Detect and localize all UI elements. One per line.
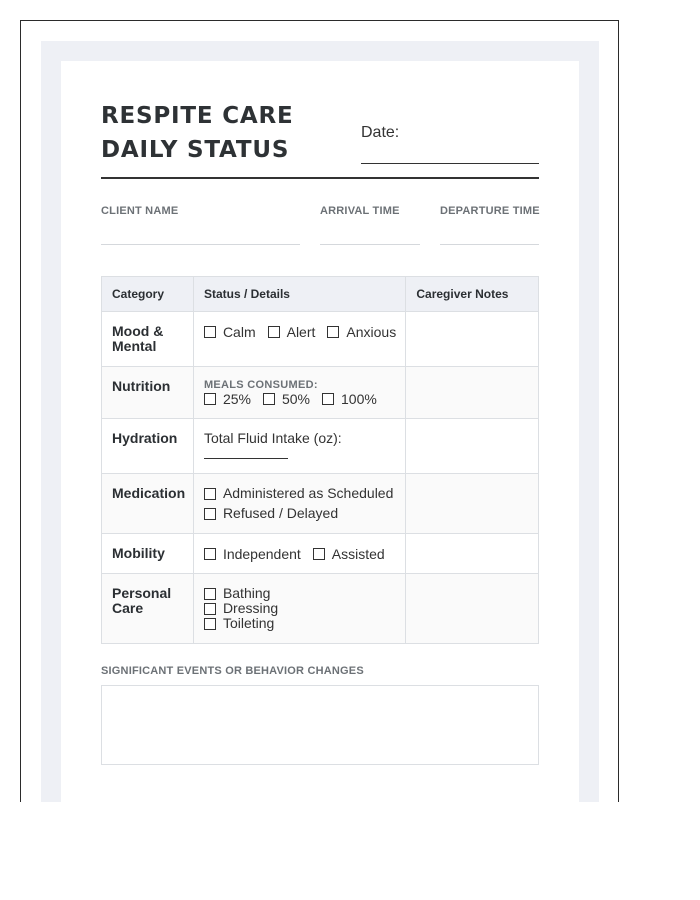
option-100-label: 100% — [341, 391, 377, 407]
notes-personal-care[interactable] — [406, 574, 539, 644]
status-table — [101, 276, 539, 644]
client-name-label: CLIENT NAME — [101, 205, 179, 217]
category-personal-care-line1: Personal — [112, 585, 172, 601]
arrival-time-label: ARRIVAL TIME — [320, 205, 400, 217]
events-label: SIGNIFICANT EVENTS OR BEHAVIOR CHANGES — [101, 665, 364, 677]
fluid-intake-field[interactable] — [204, 458, 288, 459]
notes-mobility[interactable] — [406, 534, 539, 574]
category-personal-care-line2: Care — [112, 600, 144, 616]
option-refused-label: Refused / Delayed — [222, 505, 339, 521]
option-alert[interactable] — [268, 324, 316, 340]
category-personal-care — [102, 574, 194, 644]
notes-medication[interactable] — [406, 474, 539, 534]
option-50-label: 50% — [281, 391, 310, 407]
option-assisted-label: Assisted — [331, 546, 385, 562]
option-calm-label: Calm — [222, 324, 256, 340]
option-25-label: 25% — [222, 391, 251, 407]
option-independent-label: Independent — [222, 546, 301, 562]
option-bathing[interactable] — [204, 586, 405, 601]
meals-consumed-label: MEALS CONSUMED: — [203, 379, 318, 391]
category-mood-line1: Mood & — [112, 323, 164, 339]
option-100[interactable] — [322, 391, 377, 407]
checkbox-refused[interactable] — [204, 508, 216, 520]
title-divider — [101, 177, 539, 179]
checkbox-dressing[interactable] — [204, 603, 216, 615]
departure-time-field[interactable] — [440, 244, 539, 245]
title-line-1: RESPITE CARE — [101, 103, 294, 129]
details-mobility — [193, 534, 405, 574]
category-nutrition: Nutrition — [102, 367, 194, 419]
notes-nutrition[interactable] — [406, 367, 539, 419]
checkbox-bathing[interactable] — [204, 588, 216, 600]
option-administered[interactable] — [204, 486, 405, 501]
title-line-2: DAILY STATUS — [101, 137, 290, 163]
details-medication — [193, 474, 405, 534]
notes-mood[interactable] — [406, 312, 539, 367]
page-background — [41, 41, 599, 802]
option-assisted[interactable] — [313, 546, 385, 562]
table-row-hydration — [102, 419, 539, 474]
departure-time-label: DEPARTURE TIME — [440, 205, 540, 217]
option-independent[interactable] — [204, 546, 301, 562]
client-name-field[interactable] — [101, 244, 300, 245]
date-field[interactable] — [361, 163, 539, 164]
details-hydration — [193, 419, 405, 474]
arrival-time-field[interactable] — [320, 244, 420, 245]
checkbox-25[interactable] — [204, 393, 216, 405]
checkbox-assisted[interactable] — [313, 548, 325, 560]
checkbox-independent[interactable] — [204, 548, 216, 560]
header-status-details: Status / Details — [193, 277, 405, 312]
checkbox-alert[interactable] — [268, 326, 280, 338]
category-mood — [102, 312, 194, 367]
details-mood — [193, 312, 405, 367]
category-mobility: Mobility — [102, 534, 194, 574]
option-anxious-label: Anxious — [346, 324, 397, 340]
table-row-nutrition — [102, 367, 539, 419]
table-row-mood — [102, 312, 539, 367]
details-personal-care — [193, 574, 405, 644]
option-administered-label: Administered as Scheduled — [222, 485, 394, 501]
option-dressing-label: Dressing — [222, 600, 279, 616]
header-caregiver-notes: Caregiver Notes — [406, 277, 539, 312]
option-dressing[interactable] — [204, 601, 405, 616]
table-header-row — [102, 277, 539, 312]
checkbox-anxious[interactable] — [327, 326, 339, 338]
details-nutrition — [193, 367, 405, 419]
option-25[interactable] — [204, 391, 251, 407]
option-toileting[interactable] — [204, 616, 405, 631]
checkbox-administered[interactable] — [204, 488, 216, 500]
option-refused[interactable] — [204, 506, 405, 521]
notes-hydration[interactable] — [406, 419, 539, 474]
option-50[interactable] — [263, 391, 310, 407]
category-medication: Medication — [102, 474, 194, 534]
form-sheet — [61, 61, 579, 802]
option-calm[interactable] — [204, 324, 256, 340]
date-label: Date: — [361, 124, 400, 141]
option-bathing-label: Bathing — [222, 585, 271, 601]
table-row-medication — [102, 474, 539, 534]
page-frame — [20, 20, 619, 802]
header-category: Category — [102, 277, 194, 312]
category-mood-line2: Mental — [112, 338, 157, 354]
form-title — [101, 99, 331, 167]
option-anxious[interactable] — [327, 324, 396, 340]
fluid-intake-label: Total Fluid Intake (oz): — [203, 430, 342, 446]
option-alert-label: Alert — [286, 324, 316, 340]
option-toileting-label: Toileting — [222, 615, 275, 631]
category-hydration: Hydration — [102, 419, 194, 474]
checkbox-toileting[interactable] — [204, 618, 216, 630]
checkbox-50[interactable] — [263, 393, 275, 405]
table-row-personal-care — [102, 574, 539, 644]
events-textarea[interactable] — [101, 685, 539, 765]
checkbox-calm[interactable] — [204, 326, 216, 338]
checkbox-100[interactable] — [322, 393, 334, 405]
table-row-mobility — [102, 534, 539, 574]
